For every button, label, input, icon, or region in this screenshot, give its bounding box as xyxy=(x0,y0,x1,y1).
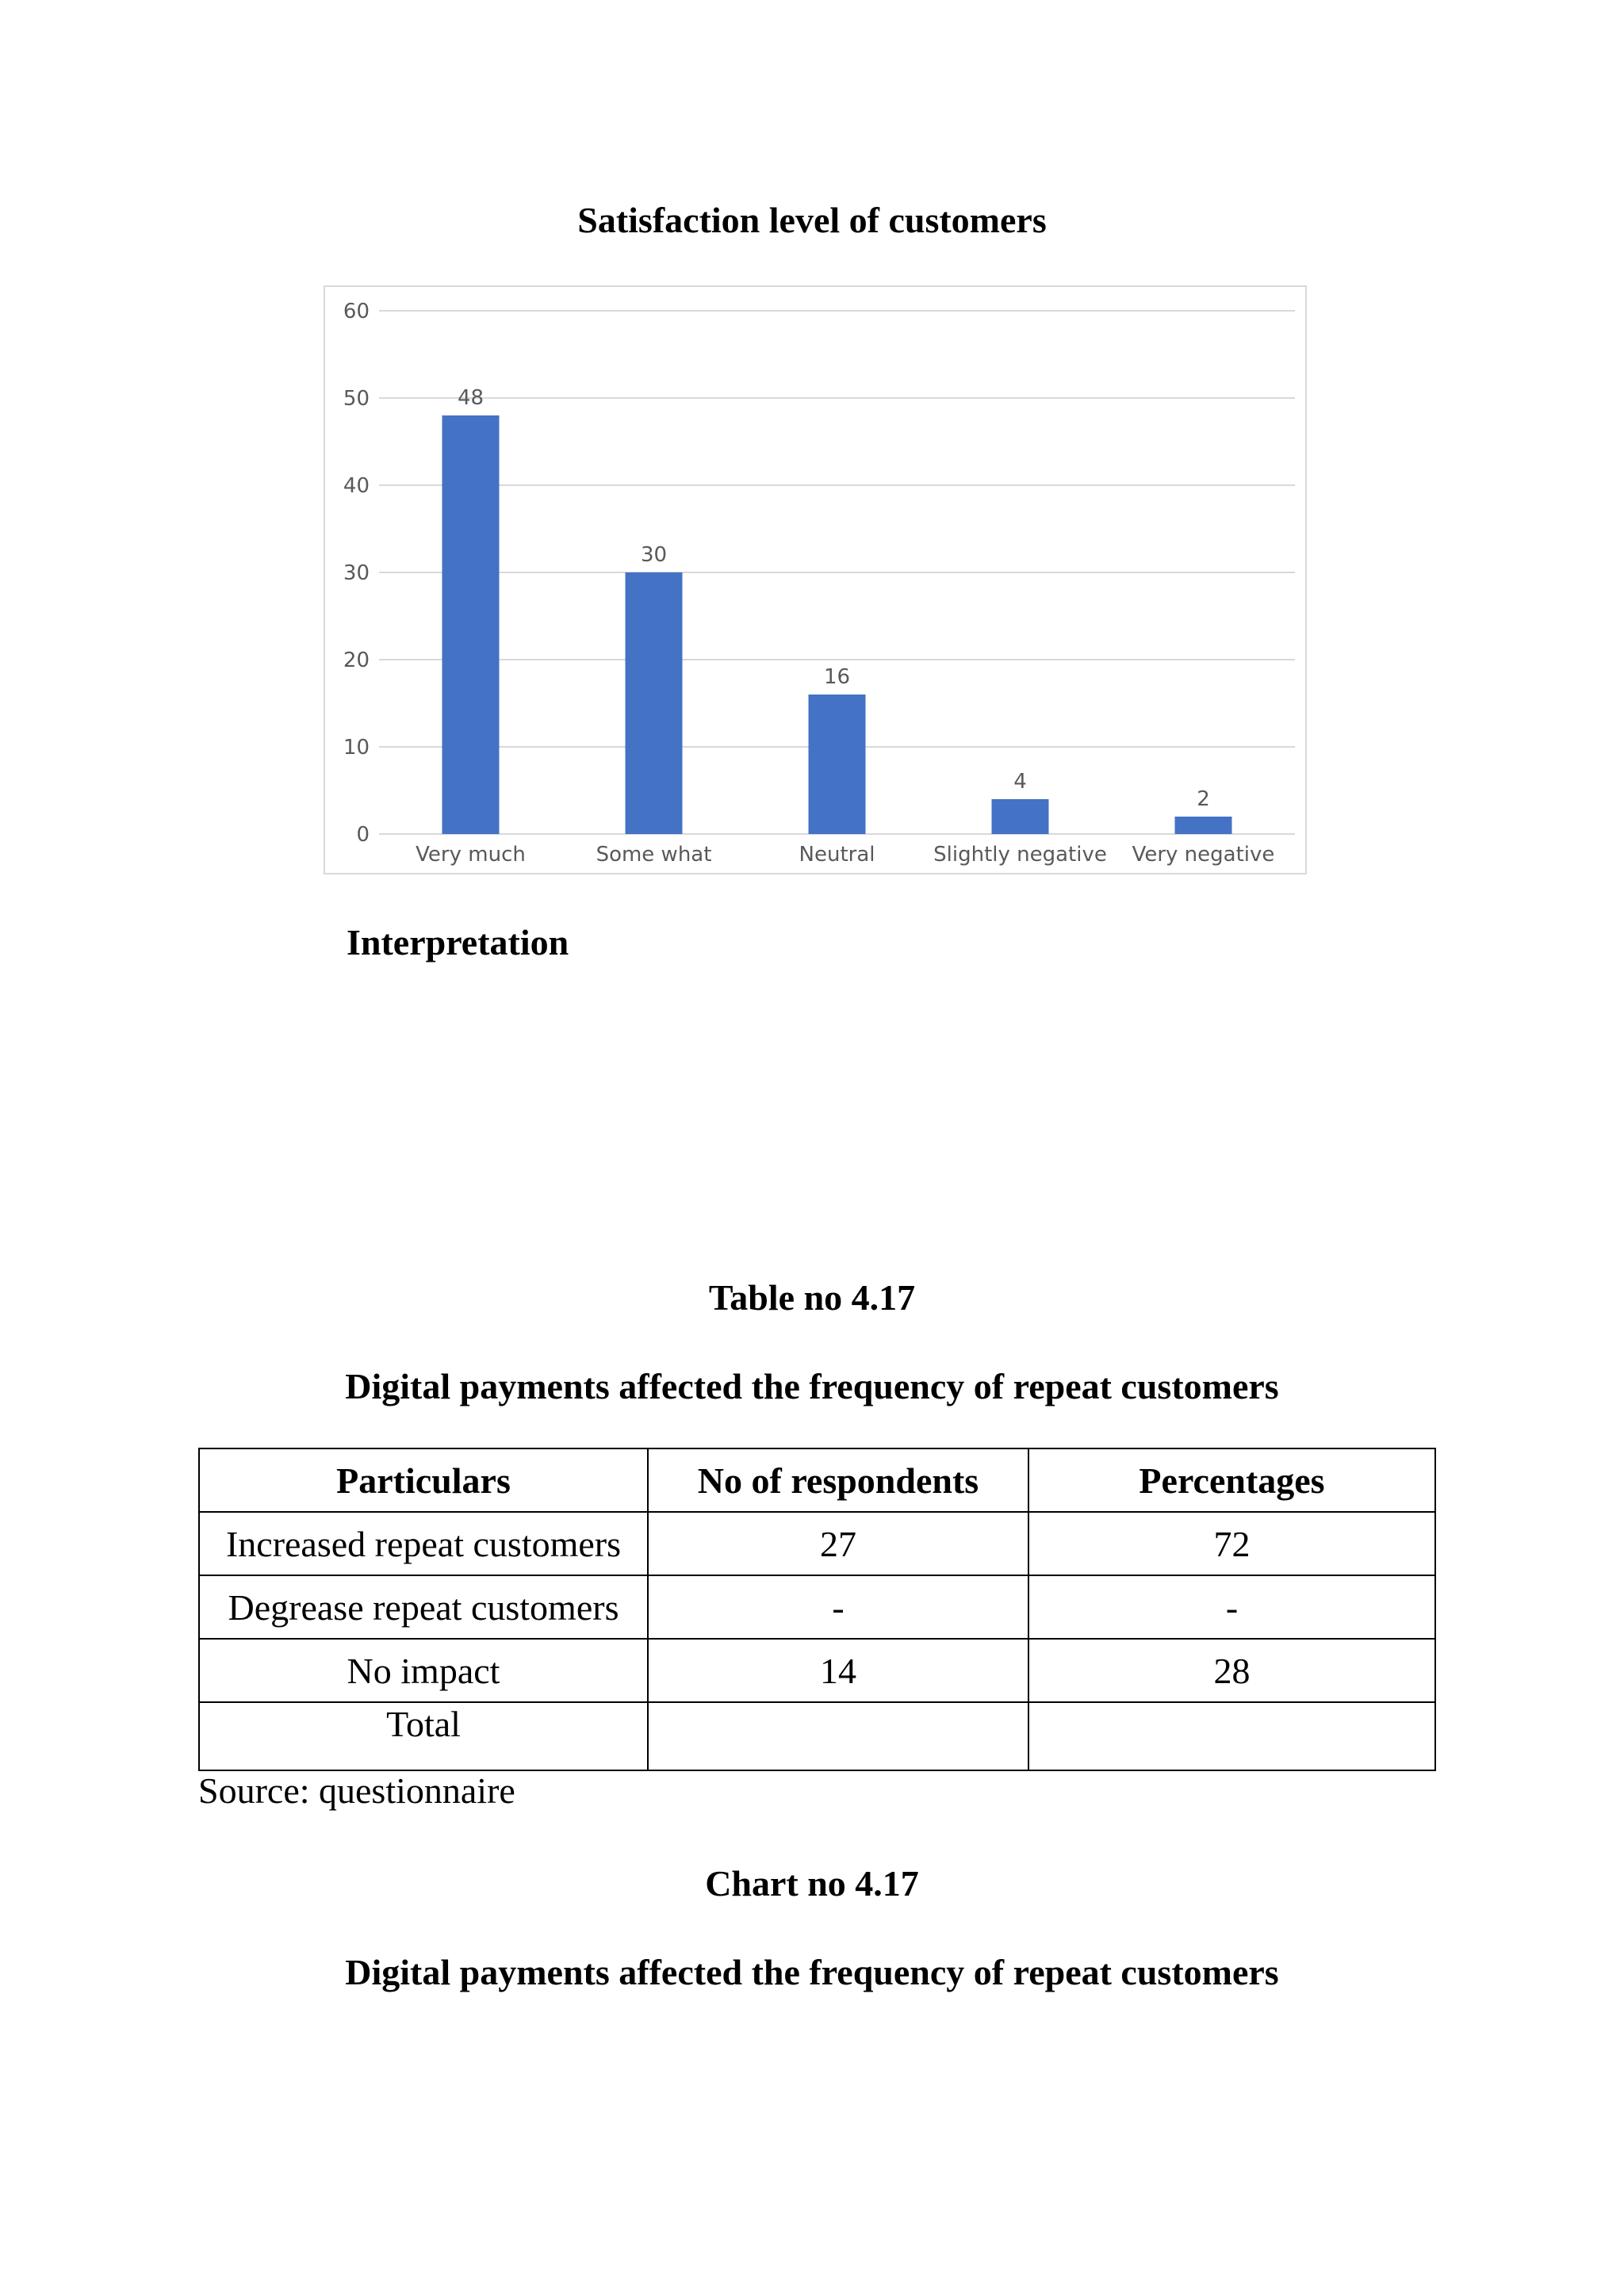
chart-title: Satisfaction level of customers xyxy=(577,200,1047,240)
bar-chart xyxy=(324,285,1307,874)
table-total-row xyxy=(199,1702,1435,1770)
y-tick-label: 10 xyxy=(343,736,370,760)
y-tick-label: 50 xyxy=(343,387,370,411)
bar xyxy=(442,415,500,834)
table-row xyxy=(199,1575,1435,1639)
table-cell: - xyxy=(648,1575,1028,1639)
interpretation-heading: Interpretation xyxy=(347,922,569,962)
table-number: Table no 4.17 xyxy=(708,1277,916,1318)
x-tick-label: Neutral xyxy=(799,843,875,867)
x-tick-label: Very negative xyxy=(1132,843,1275,867)
table-cell xyxy=(1028,1702,1435,1770)
table-row xyxy=(199,1639,1435,1702)
bar xyxy=(992,799,1049,834)
table-cell: 72 xyxy=(1028,1512,1435,1575)
table-cell: - xyxy=(1028,1575,1435,1639)
table-cell: Total xyxy=(199,1702,648,1770)
data-table xyxy=(198,1448,1436,1771)
y-tick-label: 20 xyxy=(343,649,370,672)
y-tick-label: 30 xyxy=(343,561,370,585)
bar xyxy=(1175,817,1232,834)
table-title: Digital payments affected the frequency of repeat customers xyxy=(345,1366,1279,1406)
table-cell: No impact xyxy=(199,1639,648,1702)
bar xyxy=(626,572,683,834)
data-label: 48 xyxy=(457,386,485,410)
x-tick-label: Very much xyxy=(416,843,526,867)
data-label: 30 xyxy=(640,543,668,567)
table-cell: Degrease repeat customers xyxy=(199,1575,648,1639)
column-header: No of respondents xyxy=(648,1448,1028,1512)
table-header-row xyxy=(199,1448,1435,1512)
x-tick-label: Some what xyxy=(596,843,712,867)
chart-caption: Digital payments affected the frequency of repeat customers xyxy=(345,1952,1279,1992)
data-label: 16 xyxy=(823,665,851,689)
chart-plot xyxy=(325,287,1305,873)
bar xyxy=(809,695,866,834)
data-label: 2 xyxy=(1197,787,1210,811)
x-tick-label: Slightly negative xyxy=(933,843,1107,867)
table-cell: 27 xyxy=(648,1512,1028,1575)
y-tick-label: 0 xyxy=(356,823,370,847)
table-row xyxy=(199,1512,1435,1575)
table-cell: Increased repeat customers xyxy=(199,1512,648,1575)
table-cell: 28 xyxy=(1028,1639,1435,1702)
source-note: Source: questionnaire xyxy=(198,1770,515,1811)
table-cell: 14 xyxy=(648,1639,1028,1702)
column-header: Particulars xyxy=(199,1448,648,1512)
y-tick-label: 40 xyxy=(343,474,370,498)
column-header: Percentages xyxy=(1028,1448,1435,1512)
y-tick-label: 60 xyxy=(343,300,370,323)
chart-number: Chart no 4.17 xyxy=(705,1863,919,1904)
table-cell xyxy=(648,1702,1028,1770)
data-label: 4 xyxy=(1013,770,1027,794)
